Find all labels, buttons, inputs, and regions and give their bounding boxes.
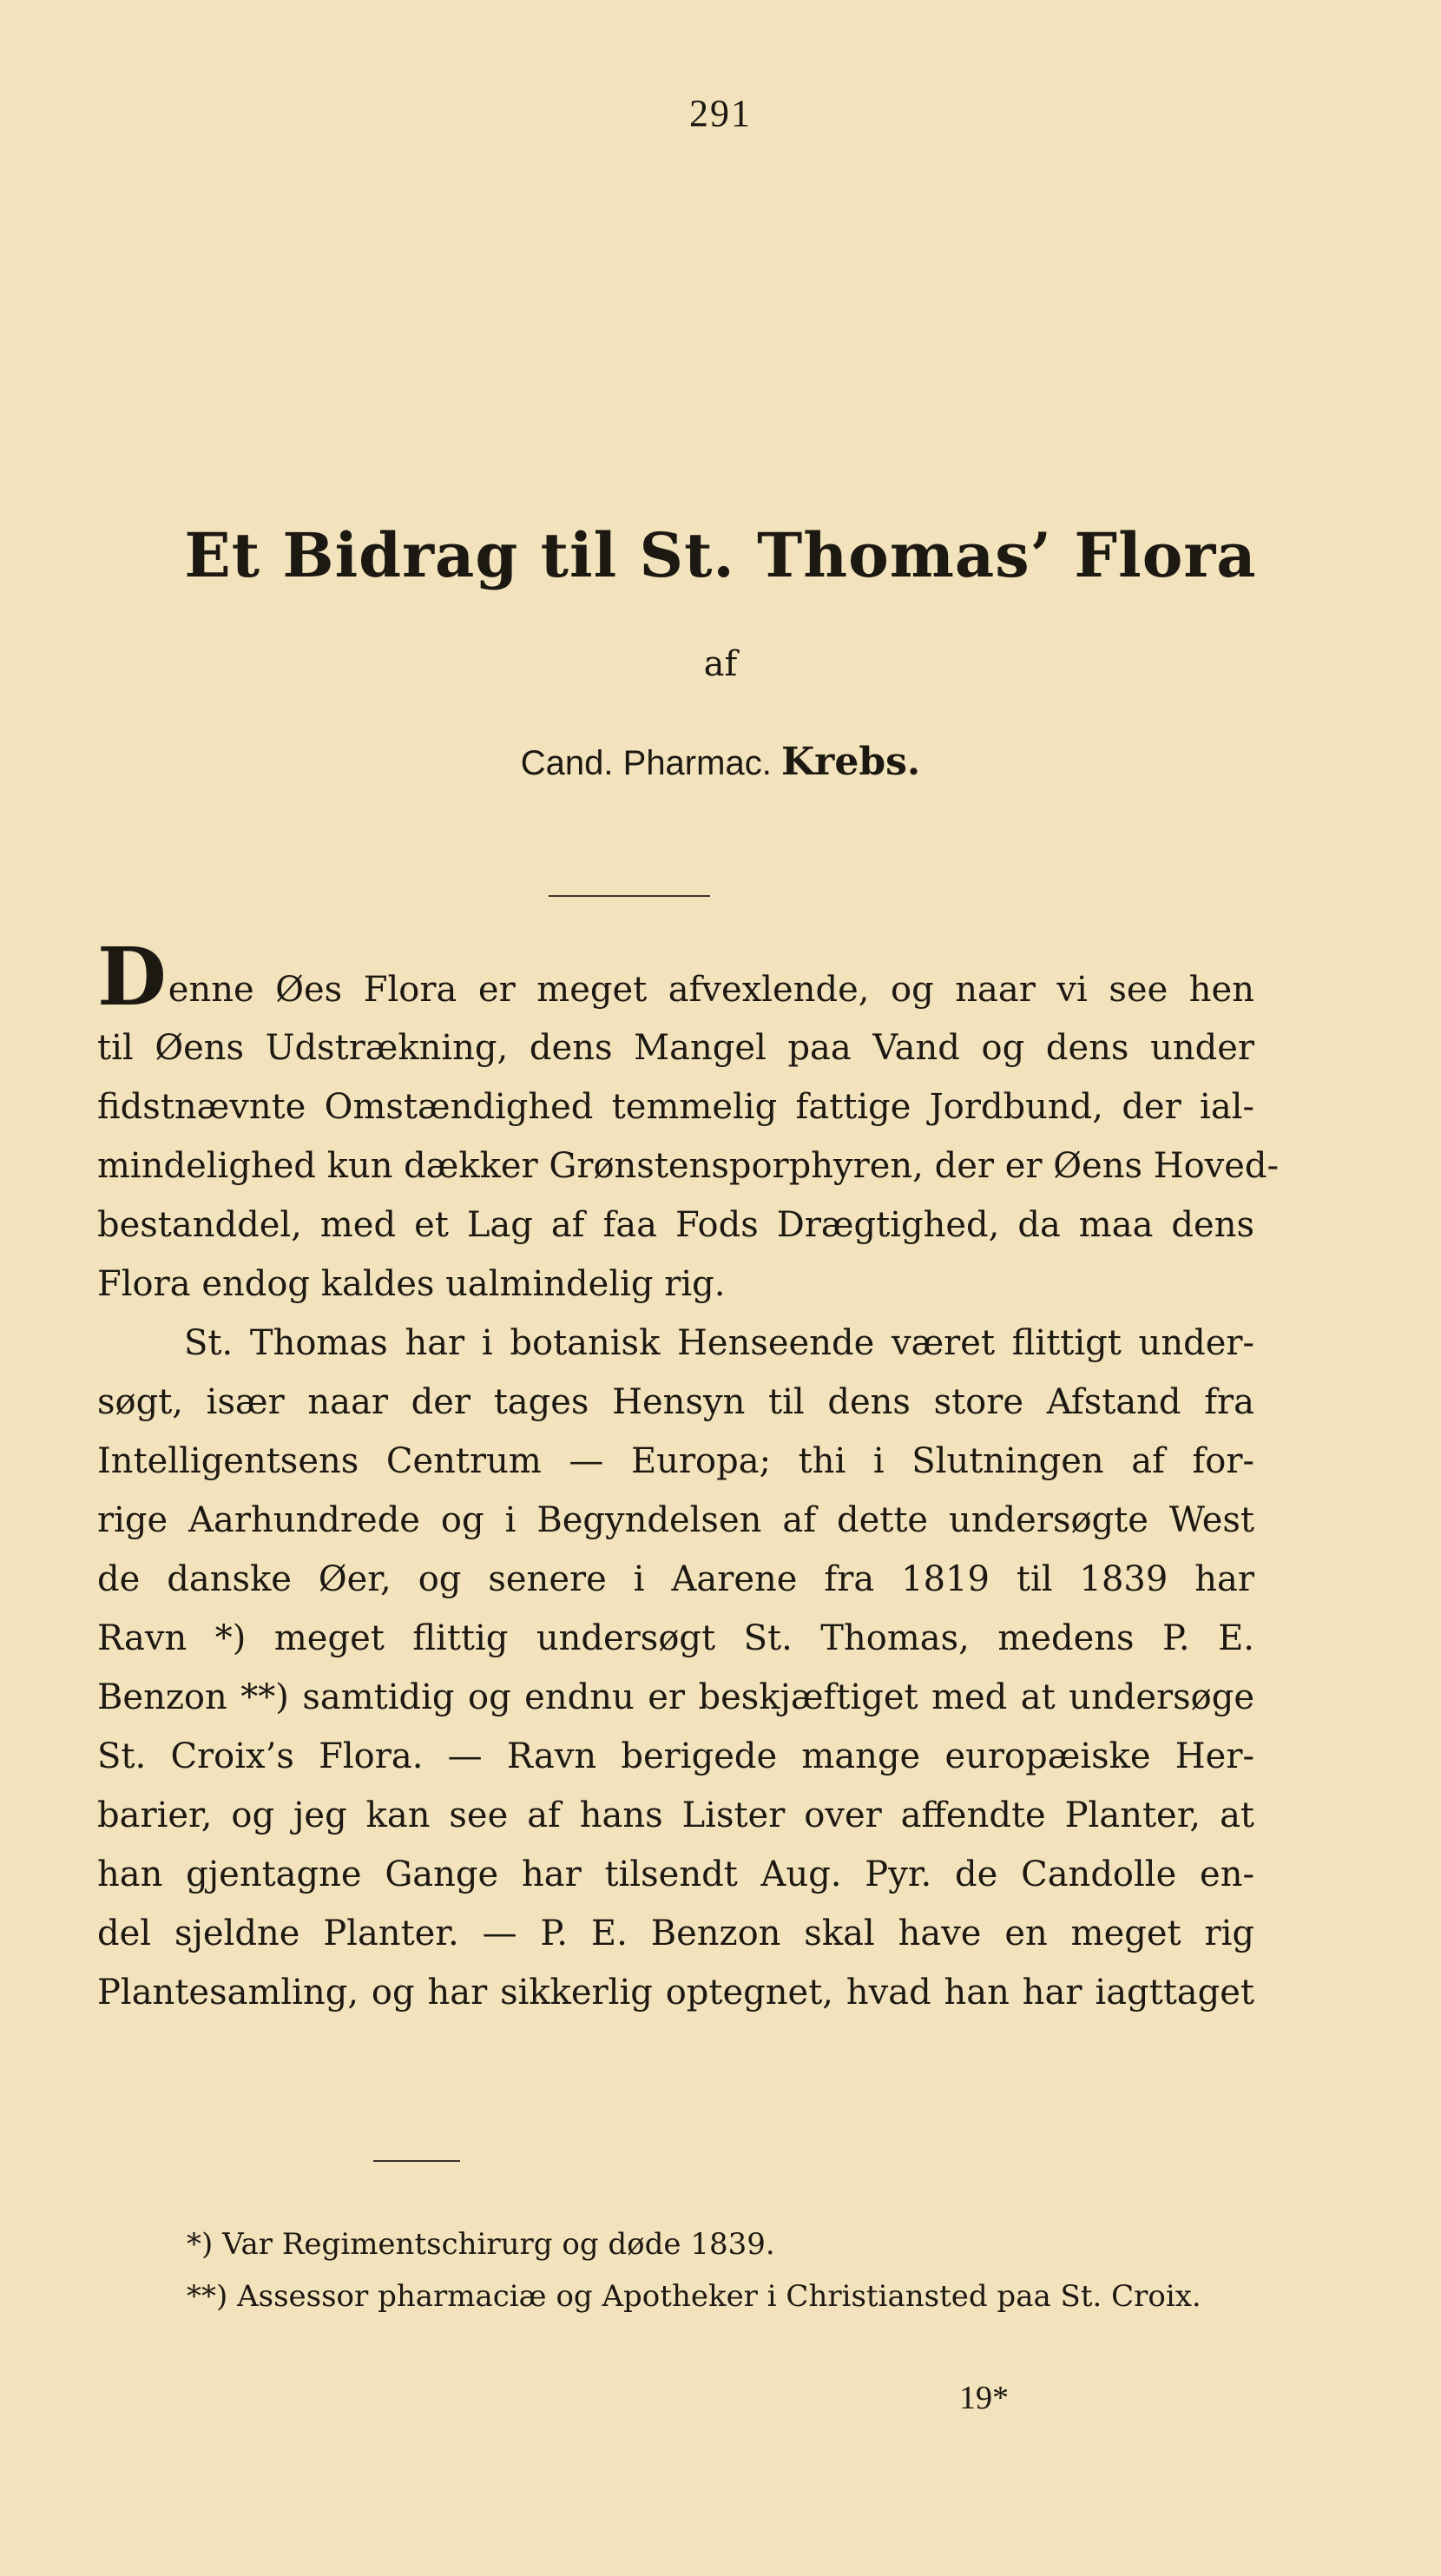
- body-line: Intelligentsens Centrum — Europa; thi i Slutningen af for-: [97, 1441, 1254, 1481]
- footnote-divider: [373, 2160, 460, 2162]
- footnotes: [187, 2218, 1254, 2322]
- body-line: til Øens Udstrækning, dens Mangel paa Vand og dens under: [97, 1028, 1254, 1068]
- footnote: **) Assessor pharmaciæ og Apotheker i Christiansted paa St. Croix.: [187, 2279, 1201, 2314]
- drop-cap: D: [97, 930, 167, 1024]
- author-name: Krebs.: [780, 740, 921, 784]
- body-line: rige Aarhundrede og i Begyndelsen af dette undersøgte West: [97, 1500, 1254, 1540]
- body-line: søgt, især naar der tages Hensyn til dens store Afstand fra: [97, 1382, 1254, 1422]
- footnote: *) Var Regimentschirurg og døde 1839.: [187, 2227, 775, 2262]
- body-line: han gjentagne Gange har tilsendt Aug. Pyr. de Candolle en-: [97, 1855, 1254, 1894]
- author-line: [0, 740, 1441, 784]
- page-number: 291: [689, 92, 752, 135]
- body-line: Benzon **) samtidig og endnu er beskjæftiget med at undersøge: [97, 1677, 1254, 1717]
- author-prefix: Cand. Pharmac.: [520, 744, 772, 782]
- title-divider: [549, 895, 710, 897]
- byline-af: af: [703, 644, 738, 684]
- body-line: de danske Øer, og senere i Aarene fra 1819 til 1839 har: [97, 1559, 1254, 1599]
- body-text: [97, 930, 1280, 2022]
- body-line: St. Croix’s Flora. — Ravn berigede mange europæiske Her-: [97, 1736, 1254, 1776]
- body-line: del sjeldne Planter. — P. E. Benzon skal have en meget rig: [97, 1914, 1254, 1953]
- body-line: barier, og jeg kan see af hans Lister over affendte Planter, at: [97, 1795, 1254, 1835]
- body-line: mindelighed kun dækker Grønstensporphyren, der er Øens Hoved-: [97, 1146, 1280, 1186]
- body-line: Ravn *) meget flittig undersøgt St. Thomas, medens P. E.: [97, 1618, 1254, 1658]
- body-line: fidstnævnte Omstændighed temmelig fattige Jordbund, der ial-: [97, 1087, 1254, 1127]
- body-line: Flora endog kaldes ualmindelig rig.: [97, 1264, 726, 1304]
- body-line: St. Thomas har i botanisk Henseende været flittigt under-: [184, 1323, 1254, 1363]
- body-line: bestanddel, med et Lag af faa Fods Drægtighed, da maa dens: [97, 1205, 1254, 1245]
- body-line: Plantesamling, og har sikkerlig optegnet, hvad han har iagttaget: [97, 1973, 1254, 2013]
- article-title: Et Bidrag til St. Thomas’ Flora: [184, 519, 1257, 591]
- body-line: Denne Øes Flora er meget afvexlende, og naar vi see hen: [97, 930, 1254, 1024]
- signature-mark: 19*: [959, 2380, 1009, 2416]
